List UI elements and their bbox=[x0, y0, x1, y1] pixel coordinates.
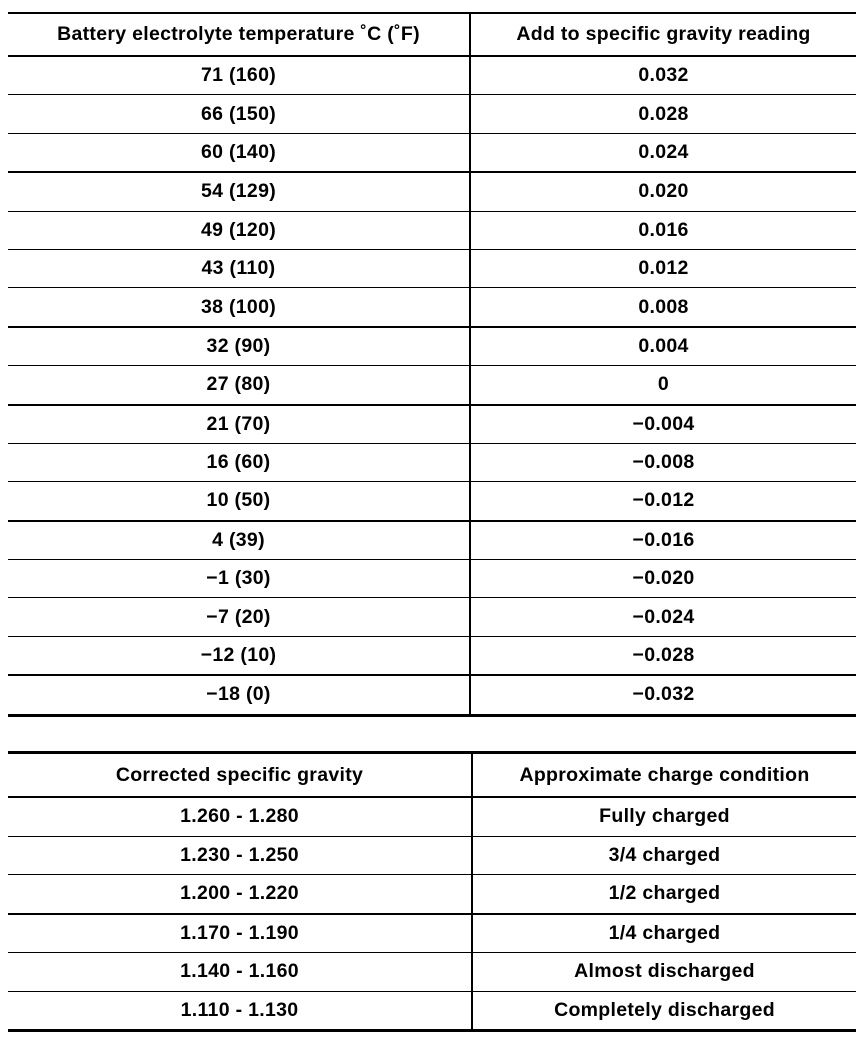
table-row bbox=[8, 797, 856, 836]
specific-gravity-cell: 1.110 - 1.130 bbox=[8, 991, 472, 1031]
charge-condition-cell: Fully charged bbox=[472, 797, 856, 836]
correction-cell: 0.008 bbox=[470, 288, 856, 327]
table-row bbox=[8, 991, 856, 1031]
temperature-cell: 32 (90) bbox=[8, 327, 470, 366]
table-row bbox=[8, 521, 856, 560]
table-row bbox=[8, 211, 856, 249]
temperature-correction-table bbox=[8, 12, 856, 717]
correction-cell: −0.016 bbox=[470, 521, 856, 560]
table-row bbox=[8, 327, 856, 366]
correction-cell: −0.008 bbox=[470, 443, 856, 481]
temperature-cell: 66 (150) bbox=[8, 95, 470, 133]
column-header-specific-gravity: Corrected specific gravity bbox=[8, 753, 472, 798]
correction-cell: −0.032 bbox=[470, 675, 856, 715]
temperature-cell: 43 (110) bbox=[8, 249, 470, 287]
temperature-cell: 54 (129) bbox=[8, 172, 470, 211]
table-row bbox=[8, 953, 856, 992]
temperature-cell: 38 (100) bbox=[8, 288, 470, 327]
table-row bbox=[8, 675, 856, 715]
table-row bbox=[8, 636, 856, 675]
table-row bbox=[8, 560, 856, 598]
correction-cell: 0.004 bbox=[470, 327, 856, 366]
correction-cell: 0 bbox=[470, 366, 856, 405]
specific-gravity-cell: 1.140 - 1.160 bbox=[8, 953, 472, 992]
table-row bbox=[8, 95, 856, 133]
table-row bbox=[8, 172, 856, 211]
temperature-cell: 60 (140) bbox=[8, 133, 470, 172]
correction-cell: −0.020 bbox=[470, 560, 856, 598]
table-header-row bbox=[8, 753, 856, 798]
correction-cell: −0.028 bbox=[470, 636, 856, 675]
table-header-row bbox=[8, 13, 856, 56]
correction-cell: 0.028 bbox=[470, 95, 856, 133]
table-row bbox=[8, 366, 856, 405]
table-row bbox=[8, 288, 856, 327]
table-row bbox=[8, 836, 856, 875]
correction-cell: 0.016 bbox=[470, 211, 856, 249]
table-row bbox=[8, 482, 856, 521]
column-header-correction: Add to specific gravity reading bbox=[470, 13, 856, 56]
temperature-cell: 27 (80) bbox=[8, 366, 470, 405]
temperature-cell: −18 (0) bbox=[8, 675, 470, 715]
column-header-charge-condition: Approximate charge condition bbox=[472, 753, 856, 798]
table-row bbox=[8, 133, 856, 172]
temperature-cell: 16 (60) bbox=[8, 443, 470, 481]
specific-gravity-cell: 1.230 - 1.250 bbox=[8, 836, 472, 875]
charge-condition-cell: 1/2 charged bbox=[472, 875, 856, 914]
temperature-cell: 4 (39) bbox=[8, 521, 470, 560]
specific-gravity-cell: 1.200 - 1.220 bbox=[8, 875, 472, 914]
correction-cell: 0.012 bbox=[470, 249, 856, 287]
charge-condition-cell: 1/4 charged bbox=[472, 914, 856, 953]
charge-condition-cell: 3/4 charged bbox=[472, 836, 856, 875]
temperature-cell: −7 (20) bbox=[8, 598, 470, 636]
temperature-cell: 10 (50) bbox=[8, 482, 470, 521]
charge-condition-table bbox=[8, 751, 856, 1032]
temperature-cell: −12 (10) bbox=[8, 636, 470, 675]
temperature-cell: −1 (30) bbox=[8, 560, 470, 598]
specific-gravity-cell: 1.170 - 1.190 bbox=[8, 914, 472, 953]
table-row bbox=[8, 598, 856, 636]
charge-condition-cell: Almost discharged bbox=[472, 953, 856, 992]
charge-condition-cell: Completely discharged bbox=[472, 991, 856, 1031]
table-row bbox=[8, 249, 856, 287]
temperature-cell: 21 (70) bbox=[8, 405, 470, 444]
table-row bbox=[8, 443, 856, 481]
correction-cell: 0.024 bbox=[470, 133, 856, 172]
table-row bbox=[8, 56, 856, 95]
temperature-cell: 49 (120) bbox=[8, 211, 470, 249]
temperature-cell: 71 (160) bbox=[8, 56, 470, 95]
correction-cell: 0.032 bbox=[470, 56, 856, 95]
correction-cell: −0.012 bbox=[470, 482, 856, 521]
specific-gravity-cell: 1.260 - 1.280 bbox=[8, 797, 472, 836]
table-row bbox=[8, 405, 856, 444]
table-row bbox=[8, 875, 856, 914]
table-row bbox=[8, 914, 856, 953]
correction-cell: 0.020 bbox=[470, 172, 856, 211]
correction-cell: −0.004 bbox=[470, 405, 856, 444]
correction-cell: −0.024 bbox=[470, 598, 856, 636]
column-header-temperature: Battery electrolyte temperature ˚C (˚F) bbox=[8, 13, 470, 56]
